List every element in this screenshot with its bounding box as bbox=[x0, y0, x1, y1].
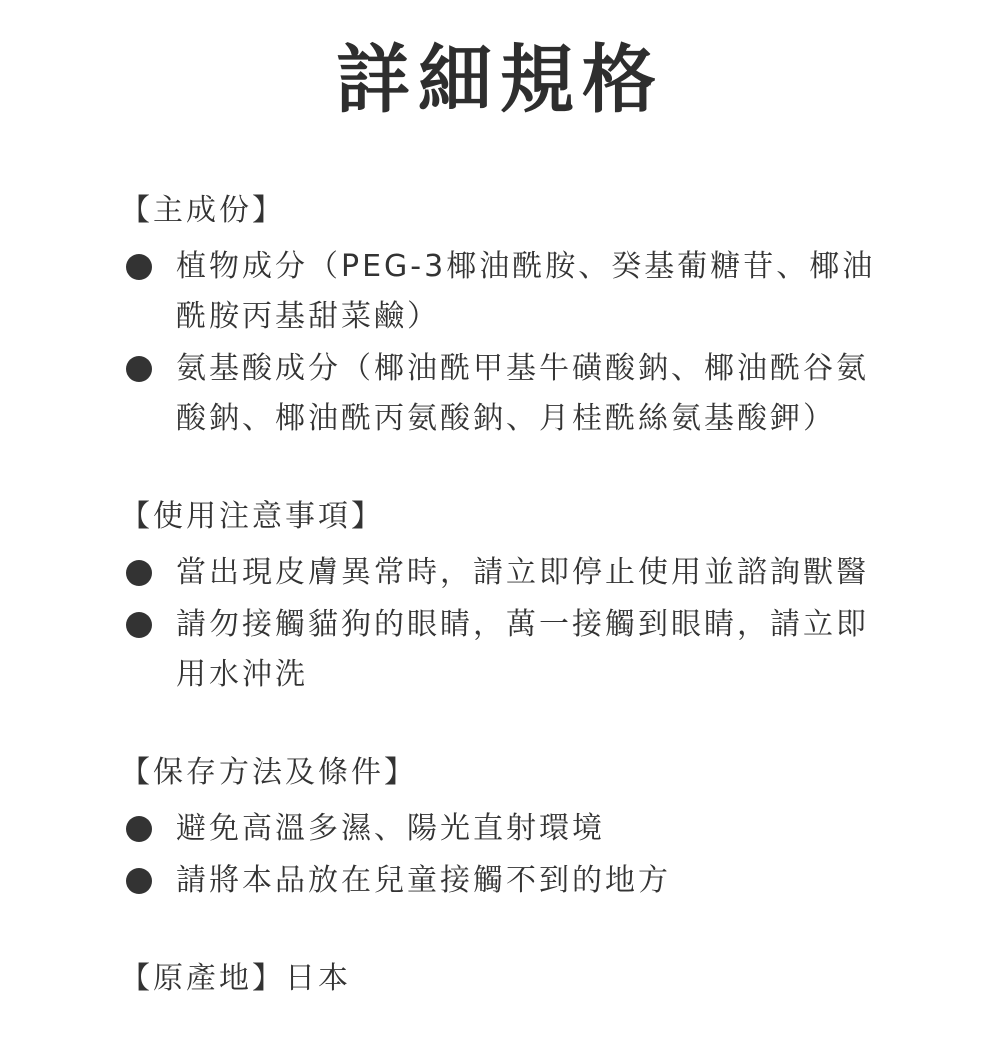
section-heading-precautions: 【使用注意事項】 bbox=[120, 499, 384, 534]
list-item bbox=[120, 548, 880, 598]
list-item-text: 植物成分（PEG-3椰油酰胺、癸基葡糖苷、椰油酰胺丙基甜菜鹼） bbox=[176, 249, 876, 334]
page-title: 詳細規格 bbox=[336, 37, 664, 123]
list-item-text: 避免高溫多濕、陽光直射環境 bbox=[176, 811, 605, 846]
list-item-text: 氨基酸成分（椰油酰甲基牛磺酸鈉、椰油酰谷氨酸鈉、椰油酰丙氨酸鈉、月桂酰絲氨基酸鉀） bbox=[176, 351, 869, 436]
bullet-icon bbox=[126, 254, 152, 280]
ingredients-list bbox=[120, 242, 880, 444]
list-item bbox=[120, 804, 880, 854]
section-storage bbox=[120, 748, 880, 906]
list-item-text: 當出現皮膚異常時，請立即停止使用並諮詢獸醫 bbox=[176, 555, 869, 590]
list-item-text: 請勿接觸貓狗的眼睛，萬一接觸到眼睛，請立即用水沖洗 bbox=[176, 607, 869, 692]
section-heading-origin: 【原產地】日本 bbox=[120, 961, 351, 996]
section-heading-storage: 【保存方法及條件】 bbox=[120, 755, 417, 790]
bullet-icon bbox=[126, 560, 152, 586]
section-precautions bbox=[120, 492, 880, 700]
precautions-list bbox=[120, 548, 880, 700]
list-item bbox=[120, 856, 880, 906]
list-item bbox=[120, 242, 880, 342]
section-origin bbox=[120, 954, 880, 1004]
spec-content bbox=[120, 186, 880, 1052]
bullet-icon bbox=[126, 612, 152, 638]
bullet-icon bbox=[126, 356, 152, 382]
bullet-icon bbox=[126, 868, 152, 894]
storage-list bbox=[120, 804, 880, 906]
section-heading-ingredients: 【主成份】 bbox=[120, 193, 285, 228]
bullet-icon bbox=[126, 816, 152, 842]
list-item bbox=[120, 344, 880, 444]
list-item bbox=[120, 600, 880, 700]
section-ingredients bbox=[120, 186, 880, 444]
list-item-text: 請將本品放在兒童接觸不到的地方 bbox=[176, 863, 671, 898]
